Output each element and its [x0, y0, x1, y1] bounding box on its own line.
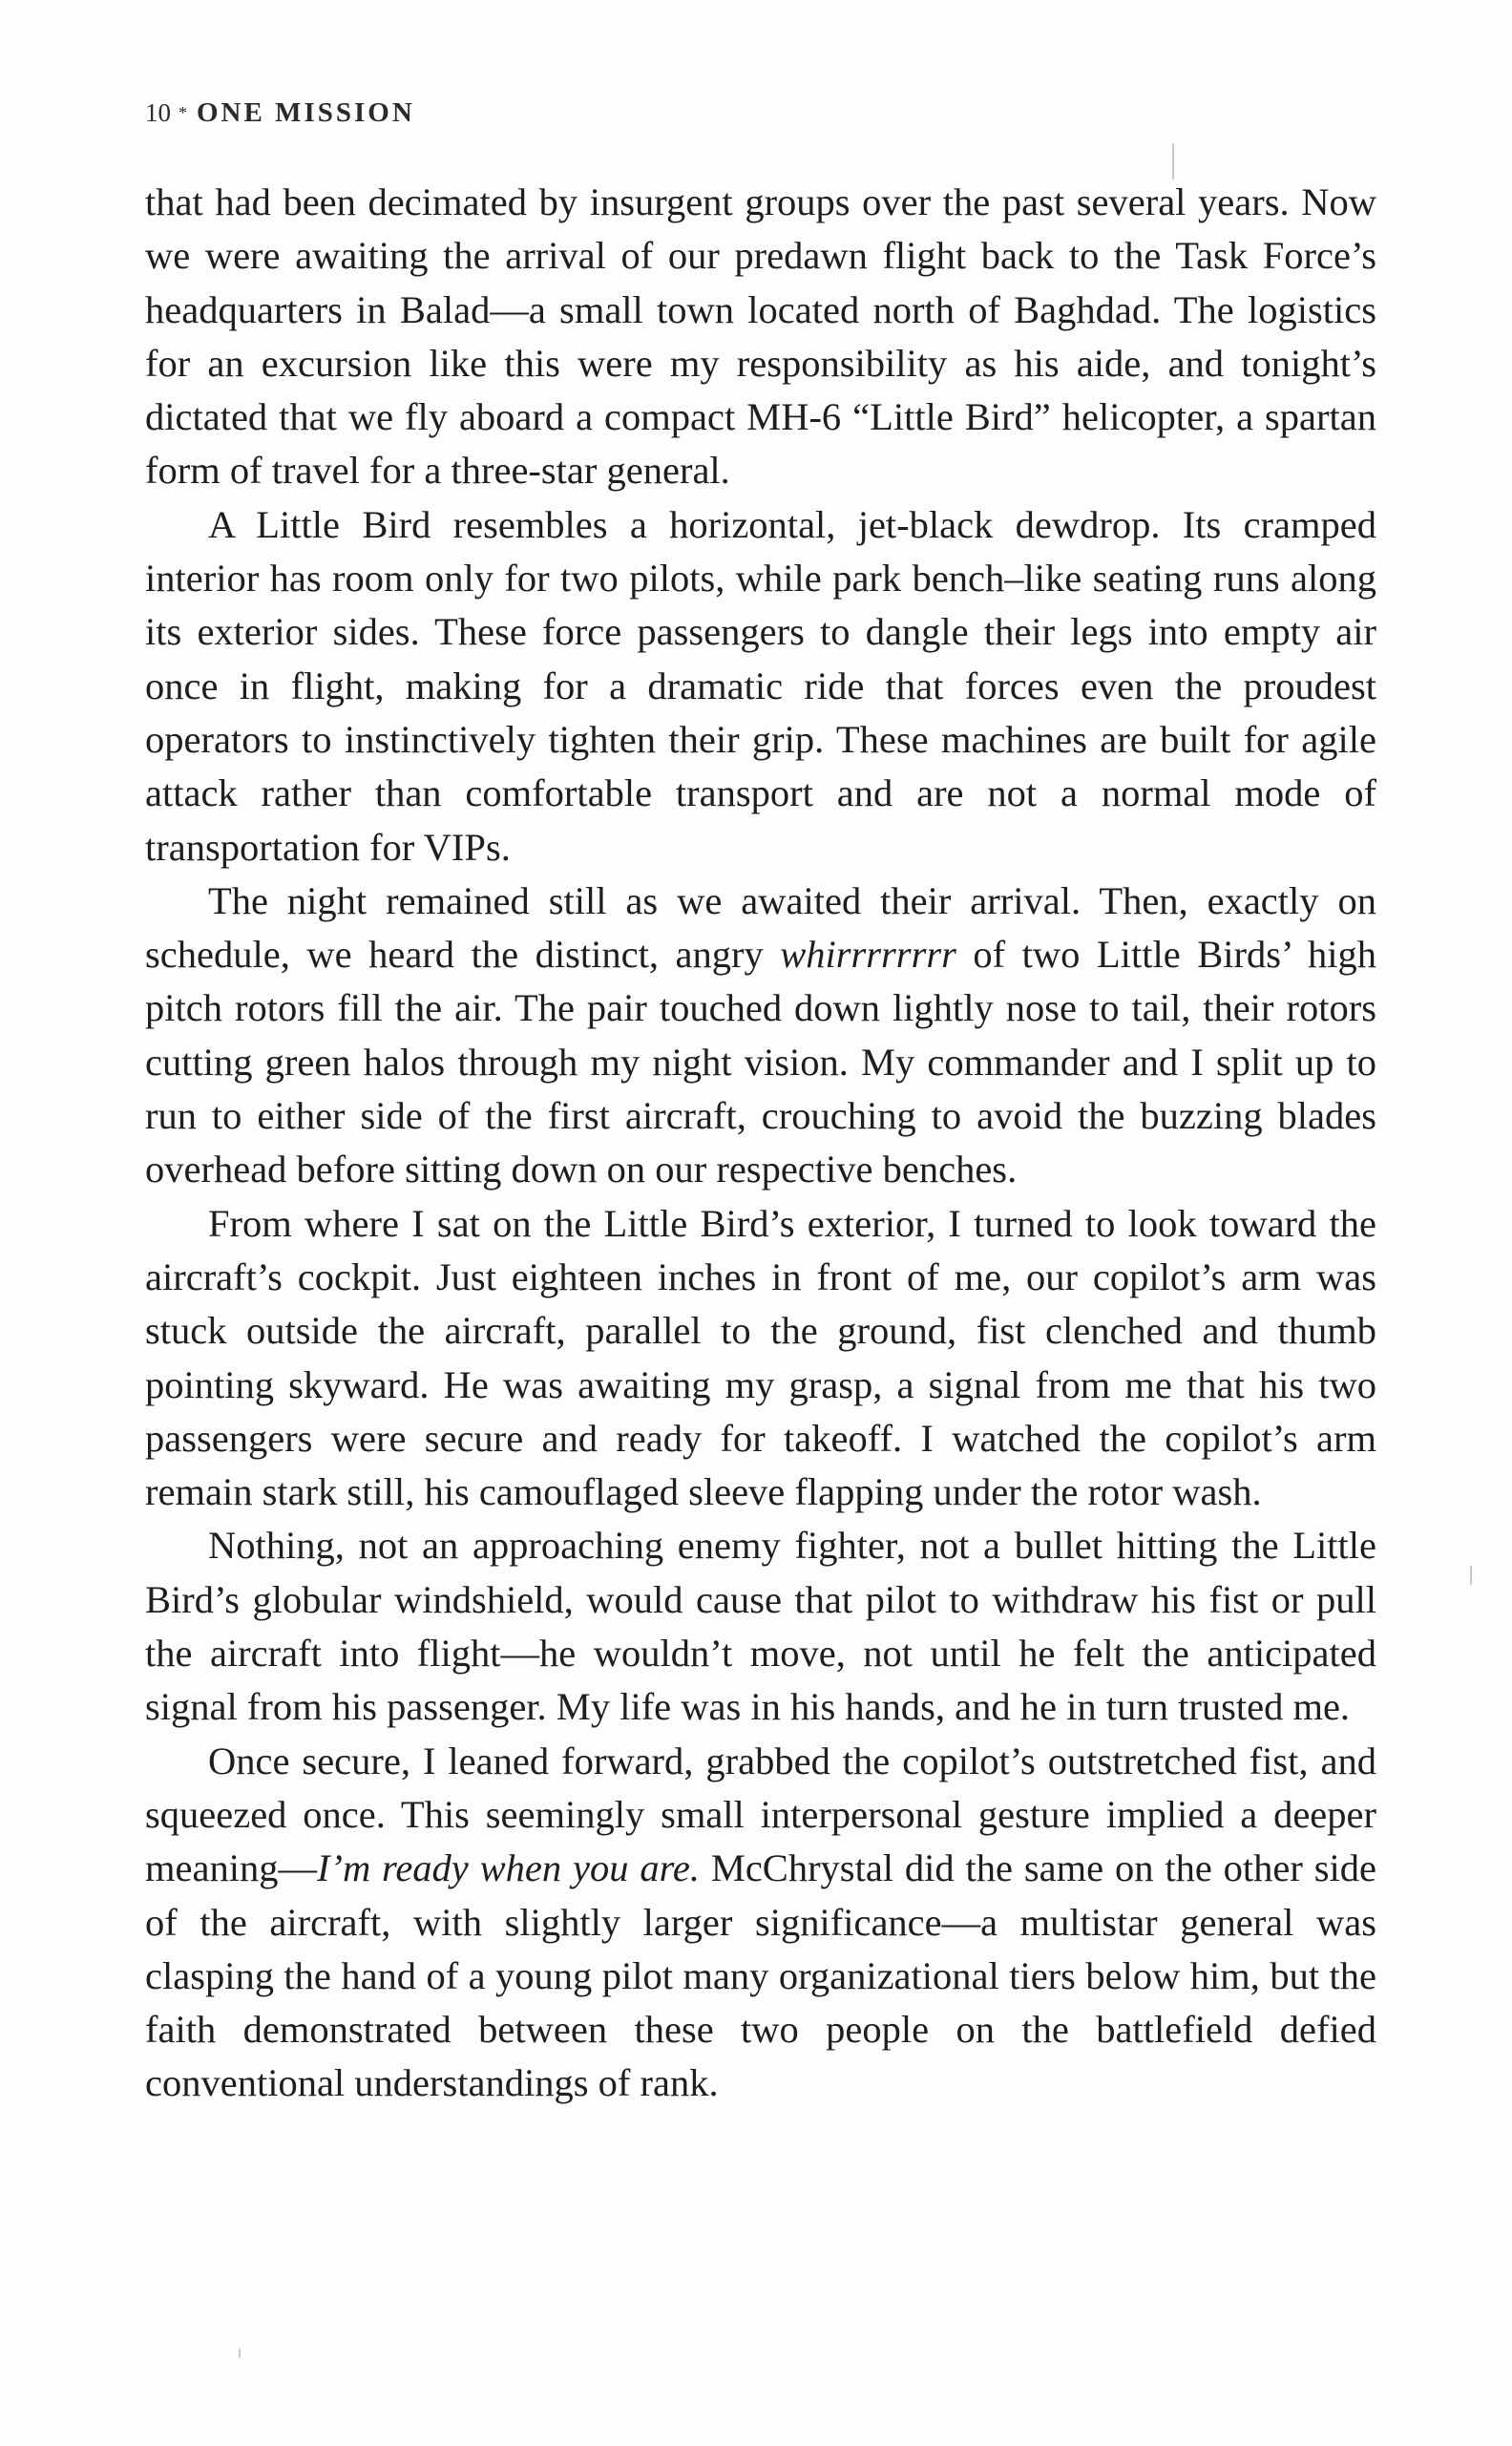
- book-title: ONE MISSION: [197, 97, 415, 128]
- scan-speck: [1172, 143, 1174, 179]
- paragraph: [145, 1735, 1376, 2111]
- separator-ornament: *: [178, 103, 187, 122]
- page-number: 10: [145, 98, 171, 127]
- paragraph-text: A Little Bird resembles a horizontal, jet-black dewdrop. Its cramped interior has room only for two pilots, while park bench–like seating runs along its exterior sides. These force passengers to dangle their legs into empty air once in flight, making for a dramatic ride that forces even the proudest operators to instinctively tighten their grip. These machines are built for agile attack rather than comfortable transport and are not a normal mode of transportation for VIPs.: [145, 502, 1376, 869]
- paragraph-text: From where I sat on the Little Bird’s exterior, I turned to look toward the aircraft’s cockpit. Just eighteen inches in front of me, our copilot’s arm was stuck outside the aircraft, parallel to the ground, fist clenched and thumb pointing skyward. He was awaiting my grasp, a signal from me that his two passengers were secure and ready for takeoff. I watched the copilot’s arm remain stark still, his camouflaged sleeve flapping under the rotor wash.: [145, 1201, 1376, 1514]
- paragraph: [145, 498, 1376, 875]
- paragraph-italic-text: whirrrrrrrr: [780, 933, 956, 977]
- running-head: [145, 97, 415, 129]
- paragraph: [145, 1519, 1376, 1734]
- paragraph-text: McChrystal did the same on the other side of the aircraft, with slightly larger significance—a multistar general was clasping the hand of a young pilot many organizational tiers below him, but the faith demonstrated between these two people on the battlefield defied conventional understandings of rank.: [145, 1846, 1376, 2105]
- scan-speck: [1470, 1566, 1472, 1585]
- scan-speck: [239, 2349, 241, 2358]
- paragraph-text: of two Little Birds’ high pitch rotors fill the air. The pair touched down lightly nose to tail, their rotors cutting green halos through my night vision. My commander and I split up to run to either side of the first aircraft, crouching to avoid the buzzing blades overhead before sitting down on our respective benches.: [145, 933, 1376, 1191]
- paragraph-text: that had been decimated by insurgent groups over the past several years. Now we were awaiting the arrival of our predawn flight back to the Task Force’s headquarters in Balad—a small town located north of Baghdad. The logistics for an excursion like this were my responsibility as his aide, and tonight’s dictated that we fly aboard a compact MH-6 “Little Bird” helicopter, a spartan form of travel for a three-star general.: [145, 180, 1376, 493]
- paragraph-text: Once secure, I leaned forward, grabbed the copilot’s outstretched fist, and squeezed once. This seemingly small interpersonal gesture implied a deeper meaning—: [145, 1739, 1376, 1890]
- paragraph: [145, 1197, 1376, 1520]
- paragraph-italic-text: I’m ready when you are.: [316, 1846, 700, 1890]
- body-text: [145, 176, 1376, 2111]
- paragraph-text: Nothing, not an approaching enemy fighter, not a bullet hitting the Little Bird’s globular windshield, would cause that pilot to withdraw his fist or pull the aircraft into flight—he wouldn’t move, not until he felt the anticipated signal from his passenger. My life was in his hands, and he in turn trusted me.: [145, 1524, 1376, 1729]
- paragraph: [145, 875, 1376, 1197]
- paragraph-text: The night remained still as we awaited their arrival. Then, exactly on schedule, we heard the distinct, angry: [145, 878, 1376, 977]
- paragraph: [145, 176, 1376, 498]
